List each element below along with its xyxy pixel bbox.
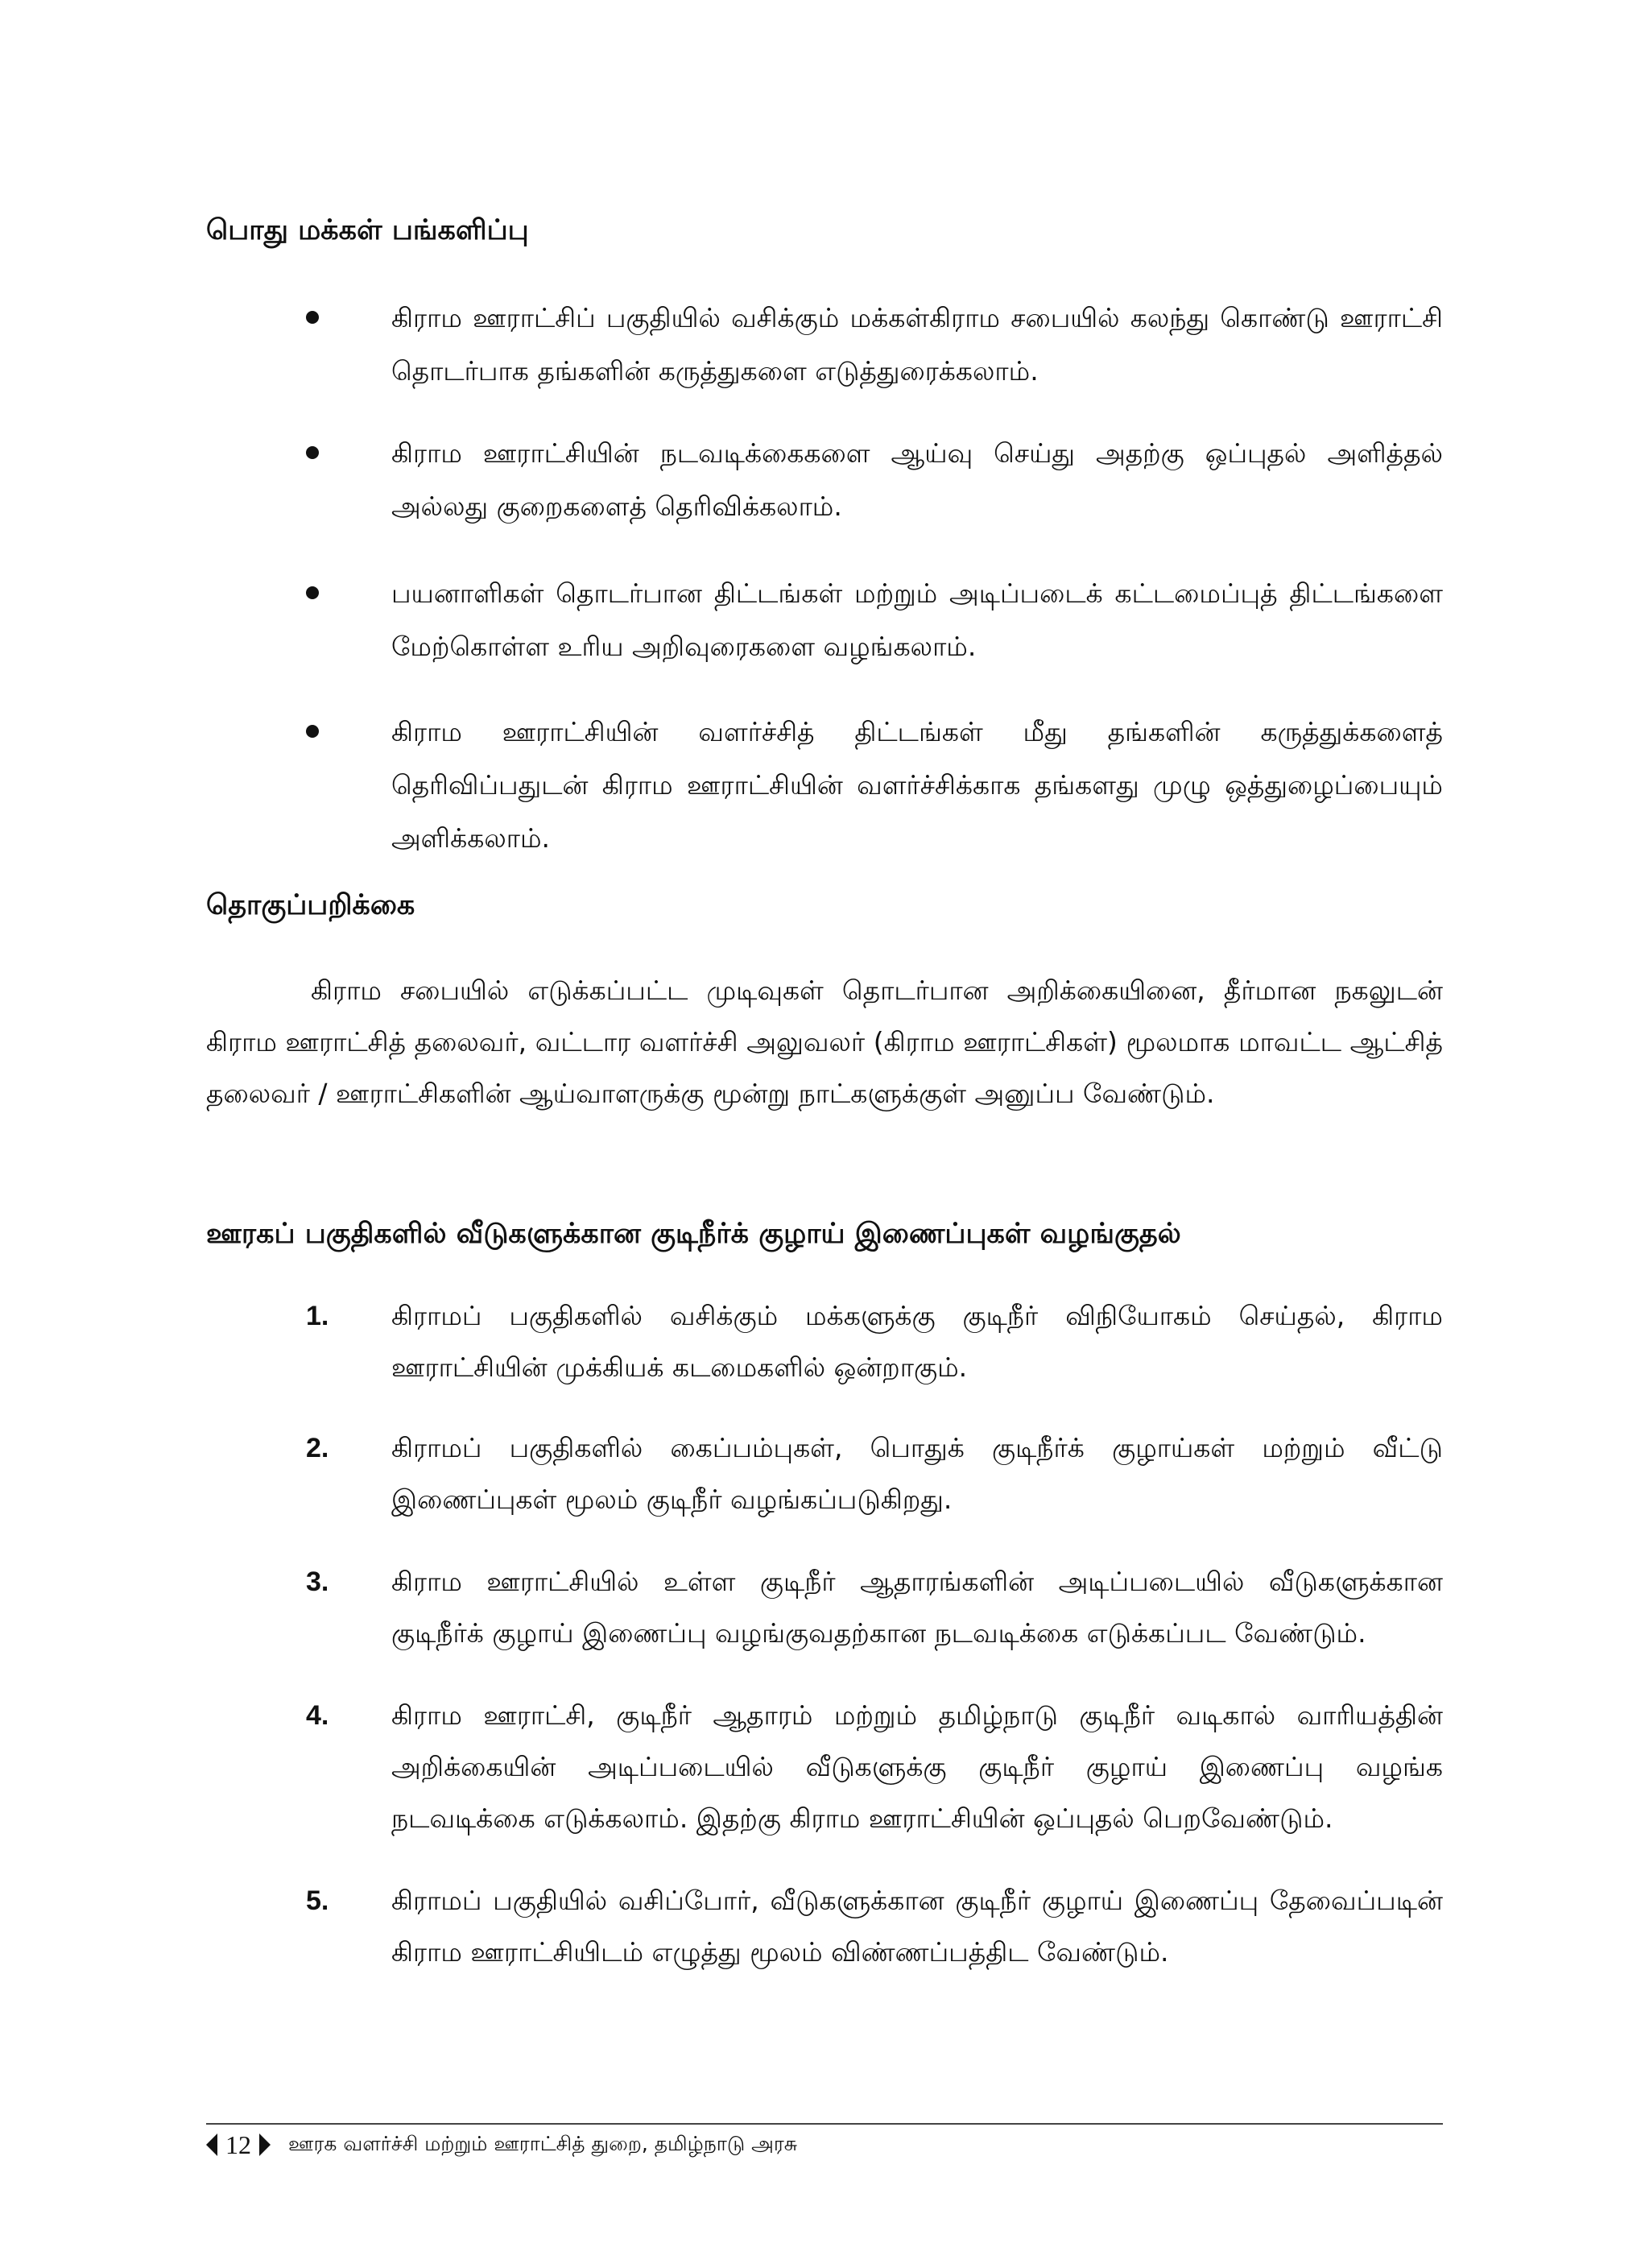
bullet-icon <box>306 586 319 599</box>
numbered-item <box>306 1290 1443 1393</box>
bullet-text: கிராம ஊராட்சியின் நடவடிக்கைகளை ஆய்வு செய்து அதற்கு ஒப்புதல் அளித்தல் அல்லது குறைகளைத் தெரிவிக்கலாம். <box>391 437 1443 522</box>
bullet-icon <box>306 725 319 738</box>
bullet-item <box>306 567 1443 673</box>
water-connection-numbered-list <box>306 1290 1443 1978</box>
item-number: 2. <box>306 1433 329 1463</box>
page-footer <box>206 2128 797 2162</box>
bullet-item <box>306 706 1443 865</box>
item-text: கிராமப் பகுதிகளில் கைப்பம்புகள், பொதுக் குடிநீர்க் குழாய்கள் மற்றும் வீட்டு இணைப்புகள் மூலம் குடிநீர் வழங்கப்படுகிறது. <box>391 1432 1443 1515</box>
numbered-item <box>306 1875 1443 1978</box>
numbered-item <box>306 1556 1443 1659</box>
item-number: 5. <box>306 1885 329 1916</box>
triangle-right-icon <box>259 2133 271 2156</box>
item-text: கிராமப் பகுதியில் வசிப்போர், வீடுகளுக்கான குடிநீர் குழாய் இணைப்பு தேவைப்படின் கிராம ஊராட்சியிடம் எழுத்து மூலம் விண்ணப்பத்திட வேண்டும். <box>391 1885 1443 1968</box>
item-number: 4. <box>306 1700 329 1731</box>
section-heading-water-connections: ஊரகப் பகுதிகளில் வீடுகளுக்கான குடிநீர்க் குழாய் இணைப்புகள் வழங்குதல் <box>206 1218 1181 1250</box>
bullet-text: கிராம ஊராட்சிப் பகுதியில் வசிக்கும் மக்கள்கிராம சபையில் கலந்து கொண்டு ஊராட்சி தொடர்பாக தங்களின் கருத்துகளை எடுத்துரைக்கலாம். <box>391 302 1443 387</box>
numbered-item <box>306 1422 1443 1525</box>
bullet-item <box>306 427 1443 533</box>
item-text: கிராம ஊராட்சியில் உள்ள குடிநீர் ஆதாரங்களின் அடிப்படையில் வீடுகளுக்கான குடிநீர்க் குழாய் இணைப்பு வழங்குவதற்கான நடவடிக்கை எடுக்கப்பட வேண்டும். <box>391 1566 1443 1649</box>
bullet-text: பயனாளிகள் தொடர்பான திட்டங்கள் மற்றும் அடிப்படைக் கட்டமைப்புத் திட்டங்களை மேற்கொள்ள உரிய அறிவுரைகளை வழங்கலாம். <box>391 577 1443 662</box>
triangle-left-icon <box>206 2133 217 2156</box>
report-paragraph: கிராம சபையில் எடுக்கப்பட்ட முடிவுகள் தொடர்பான அறிக்கையினை, தீர்மான நகலுடன் கிராம ஊராட்சித் தலைவர், வட்டார வளர்ச்சி அலுவலர் (கிராம ஊராட்சிகள்) மூலமாக மாவட்ட ஆட்சித் தலைவர் / ஊராட்சிகளின் ஆய்வாளருக்கு மூன்று நாட்களுக்குள் அனுப்ப வேண்டும். <box>206 975 1443 1109</box>
page-number: 12 <box>225 2129 251 2159</box>
bullet-icon <box>306 311 319 324</box>
bullet-text: கிராம ஊராட்சியின் வளர்ச்சித் திட்டங்கள் மீது தங்களின் கருத்துக்களைத் தெரிவிப்பதுடன் கிராம ஊராட்சியின் வளர்ச்சிக்காக தங்களது முழு ஒத்துழைப்பையும் அளிக்கலாம். <box>391 716 1443 854</box>
footer-divider <box>206 2123 1443 2125</box>
item-text: கிராமப் பகுதிகளில் வசிக்கும் மக்களுக்கு குடிநீர் விநியோகம் செய்தல், கிராம ஊராட்சியின் முக்கியக் கடமைகளில் ஒன்றாகும். <box>391 1300 1443 1383</box>
bullet-icon <box>306 446 319 459</box>
numbered-item <box>306 1690 1443 1844</box>
bullet-item <box>306 292 1443 398</box>
item-number: 1. <box>306 1301 329 1331</box>
item-number: 3. <box>306 1566 329 1597</box>
item-text: கிராம ஊராட்சி, குடிநீர் ஆதாரம் மற்றும் தமிழ்நாடு குடிநீர் வடிகால் வாரியத்தின் அறிக்கையின் அடிப்படையில் வீடுகளுக்கு குடிநீர் குழாய் இணைப்பு வழங்க நடவடிக்கை எடுக்கலாம். இதற்கு கிராம ஊராட்சியின் ஒப்புதல் பெறவேண்டும். <box>391 1699 1443 1834</box>
participation-bullet-list <box>306 292 1443 897</box>
section-heading-public-participation: பொது மக்கள் பங்களிப்பு <box>206 214 529 246</box>
section-heading-report: தொகுப்பறிக்கை <box>206 889 415 921</box>
footer-department-text: ஊரக வளர்ச்சி மற்றும் ஊராட்சித் துறை, தமிழ்நாடு அரசு <box>288 2131 798 2155</box>
